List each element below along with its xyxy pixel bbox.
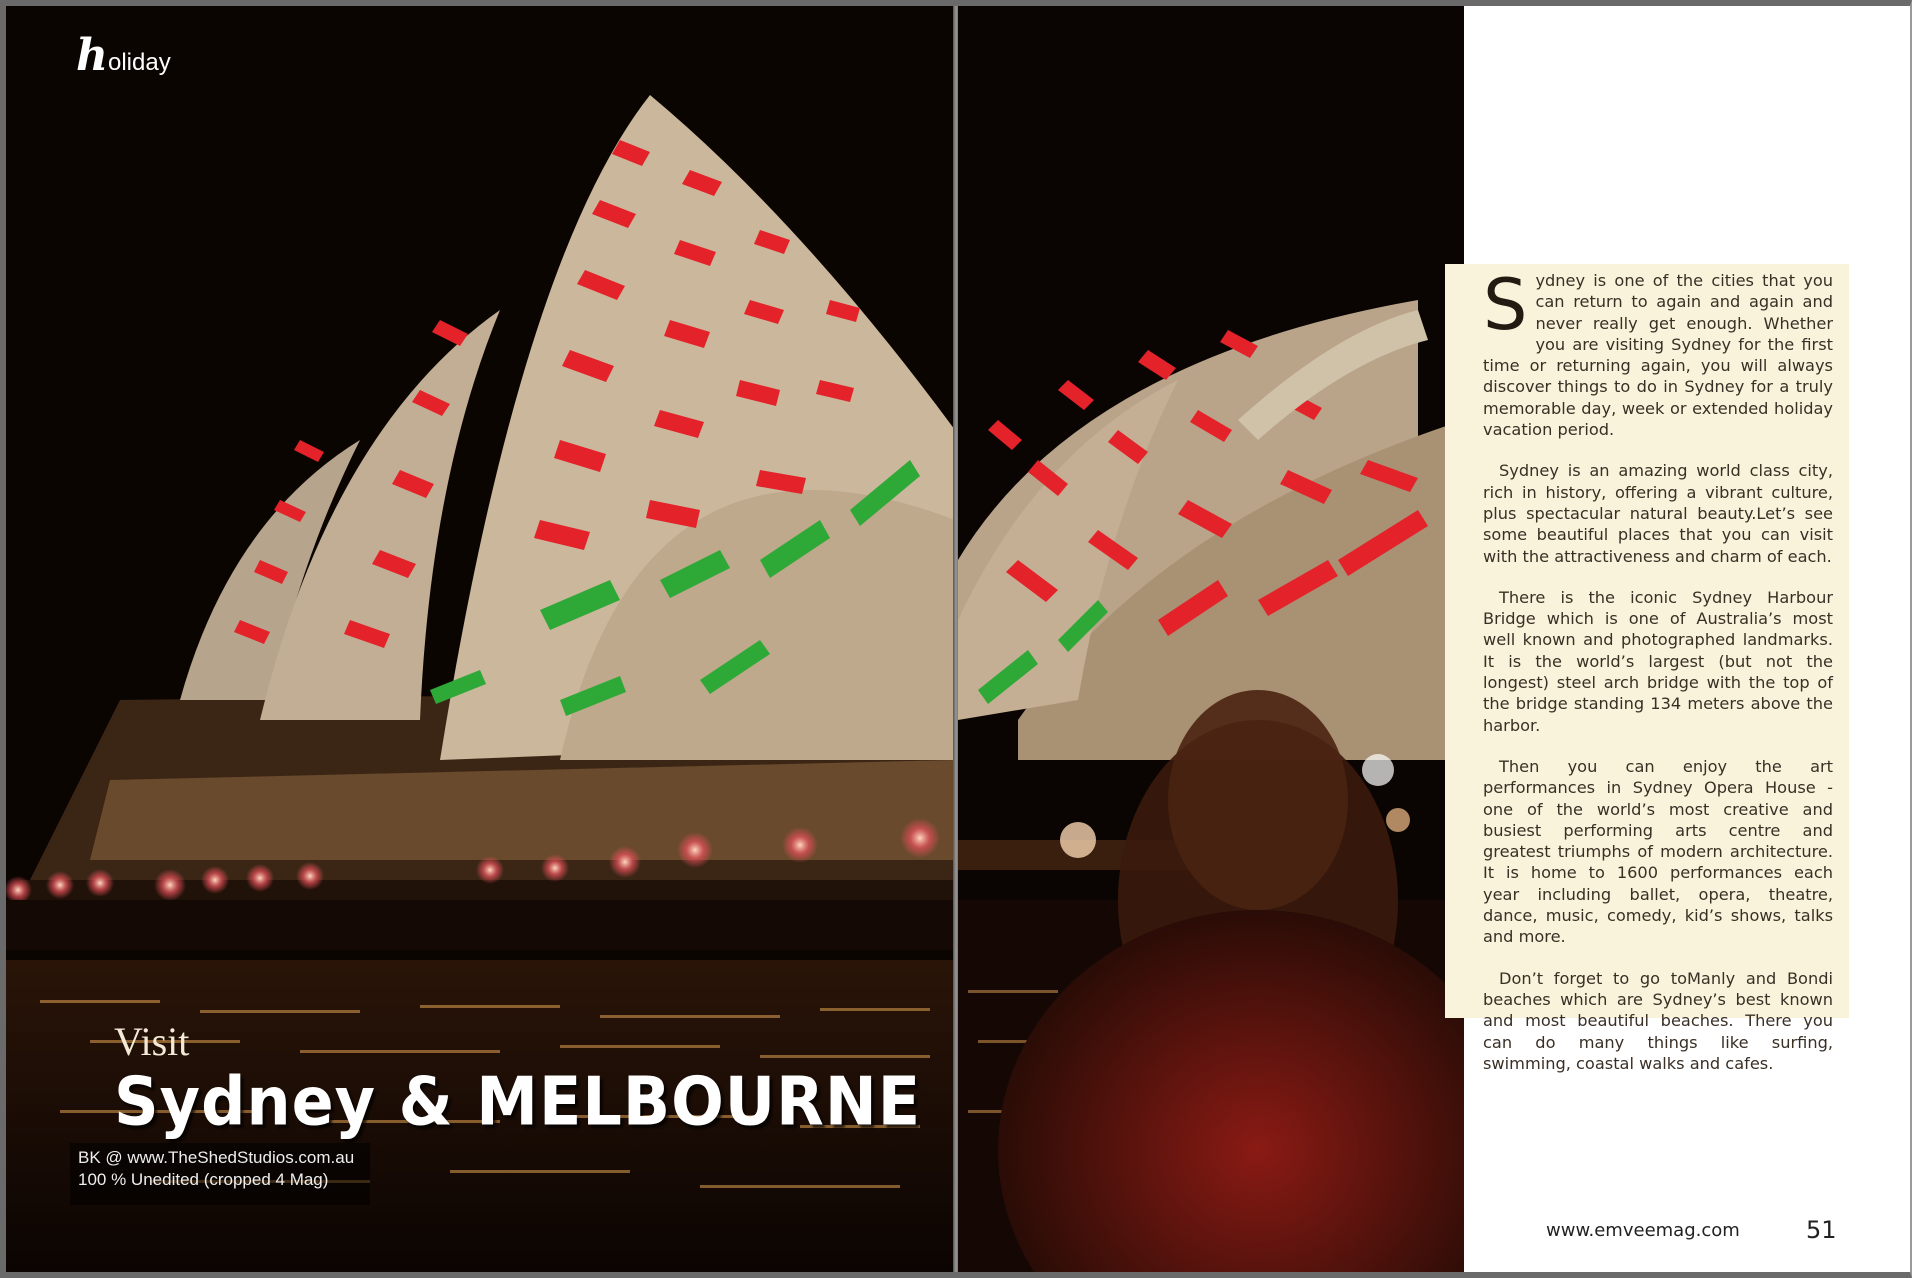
section-tag-rest: oliday: [108, 49, 171, 76]
article-text-box: [1445, 264, 1849, 1073]
page-number: 51: [1806, 1216, 1837, 1244]
section-tag-initial: h: [76, 30, 108, 81]
photo-credit-line1: BK @ www.TheShedStudios.com.au: [78, 1148, 355, 1167]
article-paragraph-3: There is the iconic Sydney Harbour Bridge which is one of Australia’s most well known and photographed landmarks. It is the world’s largest (but not the longest) steel arch bridge with the top of the bridge standing 134 meters above the harbor.: [1483, 587, 1833, 735]
photo-credit: [70, 1143, 370, 1205]
left-page: [0, 0, 955, 1278]
article-paragraph-5: Don’t forget to go toManly and Bondi beaches which are Sydney’s best known and most beautiful beaches. There you can do many things like surfing, swimming, coastal walks and cafes.: [1483, 968, 1833, 1073]
footer-website: www.emveemag.com: [1546, 1220, 1740, 1241]
drop-cap: S: [1483, 264, 1528, 346]
title-kicker: Visit: [114, 1019, 190, 1064]
photo-credit-line2: 100 % Unedited (cropped 4 Mag): [78, 1170, 329, 1189]
headline: Sydney & MELBOURNE: [114, 1062, 922, 1141]
article-paragraph-4: Then you can enjoy the art performances in Sydney Opera House - one of the world’s most creative and busiest performing arts centre and greatest triumphs of modern architecture. It is home to 1600 performances each year including ballet, opera, theatre, dance, music, comedy, kid’s shows, talks and more.: [1483, 756, 1833, 947]
article-paragraph-2: Sydney is an amazing world class city, rich in history, offering a vibrant culture, plus spectacular natural beauty.Let’s see some beautiful places that you can visit with the attractiveness and charm of each.: [1483, 461, 1833, 566]
section-tag: [76, 30, 171, 81]
article-paragraph-1: [1483, 264, 1833, 440]
article-paragraph-1-text: ydney is one of the cities that you can return to again and again and never really get enough. Whether you are visiting Sydney for the first time or returning again, you will always discover things to do in Sydney for a truly memorable day, week or extended holiday vacation period.: [1483, 271, 1833, 440]
opera-house-photo-right: [958, 0, 1464, 1278]
